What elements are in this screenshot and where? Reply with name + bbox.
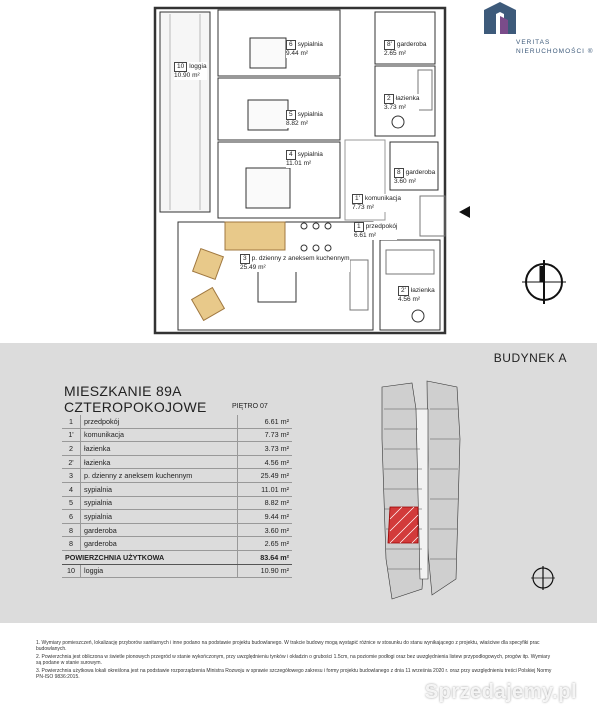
plan-label-bathroom-2b: 2' łazienka 4.56 m² bbox=[398, 287, 435, 303]
room-area: 4.56 m² bbox=[238, 455, 293, 469]
plan-label-bedroom-6: 6 sypialnia 9.44 m² bbox=[286, 41, 323, 57]
room-area: 8.82 m² bbox=[238, 496, 293, 510]
room-area: 9.44 m² bbox=[238, 510, 293, 524]
floor-plan bbox=[0, 0, 597, 342]
room-name: garderoba bbox=[81, 537, 238, 551]
footnotes bbox=[36, 640, 556, 681]
total-row bbox=[62, 550, 292, 564]
room-area: 3.60 m² bbox=[238, 523, 293, 537]
room-area: 7.73 m² bbox=[238, 428, 293, 442]
room-number: 8 bbox=[62, 537, 81, 551]
building-key-plan bbox=[372, 379, 472, 611]
room-area: 6.61 m² bbox=[238, 415, 293, 428]
rooms-table bbox=[62, 415, 292, 578]
brand-logo-text: VERITAS NIERUCHOMOŚCI ® bbox=[516, 39, 594, 55]
plan-label-bedroom-5: 5 sypialnia 8.82 m² bbox=[286, 111, 323, 127]
table-row bbox=[62, 510, 292, 524]
room-area: 10.90 m² bbox=[238, 564, 293, 578]
room-number: 3 bbox=[62, 469, 81, 483]
footnote: 1. Wymiary pomieszczeń, lokalizację przyborów sanitarnych i inne podano na podstawie projektu budowlanego. W trakcie budowy mogą wystąpić różnice w stosunku do stanu wynikającego z projektu, właściwe dla specyfiki prac budowlanych. bbox=[36, 640, 540, 653]
table-row bbox=[62, 455, 292, 469]
room-area: 3.73 m² bbox=[238, 442, 293, 456]
loggia-row bbox=[62, 564, 292, 578]
total-area: 83.64 m² bbox=[238, 550, 293, 564]
room-number: 10 bbox=[62, 564, 81, 578]
room-number: 1' bbox=[62, 428, 81, 442]
info-panel bbox=[0, 343, 597, 623]
table-row bbox=[62, 428, 292, 442]
floor-label: PIĘTRO 07 bbox=[232, 403, 268, 410]
table-row bbox=[62, 496, 292, 510]
room-name: sypialnia bbox=[81, 482, 238, 496]
plan-label-wardrobe-8b: 8' garderoba 2.65 m² bbox=[384, 41, 427, 57]
footnote: 3. Powierzchnia użytkowa lokali określona jest na podstawie rozporządzenia Ministra Rozwoju w sprawie szczegółowego zakresu i formy projektu budowlanego z dnia 11 września 2020 r. oraz przy uwzględnieniu treści Polskiej Normy PN-ISO 9836:2015. bbox=[36, 667, 552, 681]
compass-icon bbox=[530, 565, 556, 591]
watermark: Sprzedajemy.pl bbox=[424, 681, 577, 703]
plan-label-bedroom-4: 4 sypialnia 11.01 m² bbox=[286, 151, 323, 167]
room-number: 5 bbox=[62, 496, 81, 510]
apartment-highlight bbox=[388, 507, 418, 543]
room-area: 25.49 m² bbox=[238, 469, 293, 483]
room-name: p. dzienny z aneksem kuchennym bbox=[81, 469, 238, 483]
table-row bbox=[62, 482, 292, 496]
room-number: 1 bbox=[62, 415, 81, 428]
plan-label-wardrobe-8: 8 garderoba 3.60 m² bbox=[394, 169, 436, 185]
room-area: 11.01 m² bbox=[238, 482, 293, 496]
footnote: 2. Powierzchnia jest obliczona w świetle pionowych przegród w stanie wykończonym, przy uwzględnieniu tynków i okładzin o grubości 1.5cm, na poziomie podłogi oraz bez uwzględnienia listew przypodłogowych, progów itp. Wymiary są podane w stanie surowym. bbox=[36, 653, 551, 667]
room-name: garderoba bbox=[81, 523, 238, 537]
plan-label-corridor: 1' komunikacja 7.73 m² bbox=[352, 195, 401, 211]
room-number: 8 bbox=[62, 523, 81, 537]
table-row bbox=[62, 537, 292, 551]
room-number: 4 bbox=[62, 482, 81, 496]
room-number: 2' bbox=[62, 455, 81, 469]
plan-label-loggia: 10 loggia 10.90 m² bbox=[174, 63, 207, 79]
room-name: łazienka bbox=[81, 442, 238, 456]
total-label: POWIERZCHNIA UŻYTKOWA bbox=[62, 550, 238, 564]
building-label: BUDYNEK A bbox=[493, 351, 567, 365]
apartment-title: MIESZKANIE 89A CZTEROPOKOJOWE bbox=[64, 383, 207, 415]
plan-label-living-room: 3 p. dzienny z aneksem kuchennym 25.49 m² bbox=[240, 255, 350, 271]
room-name: łazienka bbox=[81, 455, 238, 469]
room-number: 6 bbox=[62, 510, 81, 524]
room-name: przedpokój bbox=[81, 415, 238, 428]
room-number: 2 bbox=[62, 442, 81, 456]
plan-label-bathroom-2: 2 łazienka 3.73 m² bbox=[384, 95, 420, 111]
table-row bbox=[62, 415, 292, 428]
room-name: sypialnia bbox=[81, 510, 238, 524]
table-row bbox=[62, 469, 292, 483]
table-row bbox=[62, 442, 292, 456]
room-name: loggia bbox=[81, 564, 238, 578]
plan-label-hallway: 1 przedpokój 6.61 m² bbox=[354, 223, 398, 239]
room-name: sypialnia bbox=[81, 496, 238, 510]
room-area: 2.65 m² bbox=[238, 537, 293, 551]
table-row bbox=[62, 523, 292, 537]
room-name: komunikacja bbox=[81, 428, 238, 442]
